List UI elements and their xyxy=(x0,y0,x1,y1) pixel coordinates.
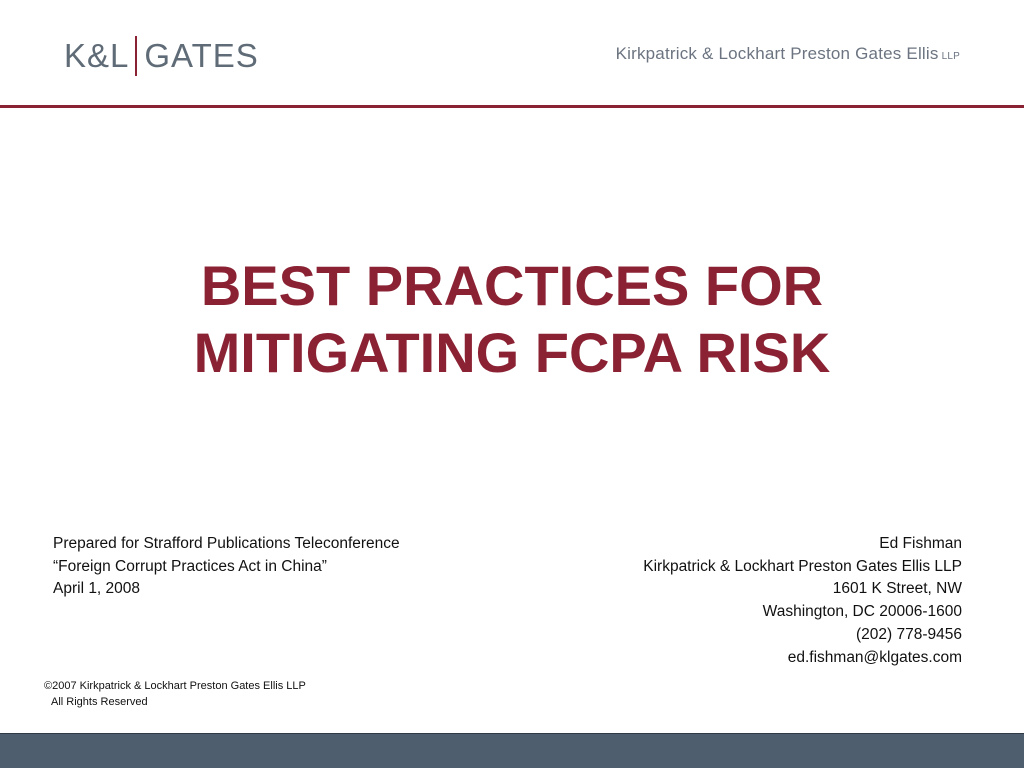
slide-title xyxy=(0,252,1024,386)
presenter-city: Washington, DC 20006-1600 xyxy=(762,603,962,621)
prepared-for-block xyxy=(53,533,400,601)
logo-left-text: K&L xyxy=(64,37,130,74)
presenter-firm: Kirkpatrick & Lockhart Preston Gates Ellis LLP xyxy=(643,557,962,575)
presenter-name: Ed Fishman xyxy=(879,535,962,552)
presenter-email: ed.fishman@klgates.com xyxy=(787,648,962,666)
header-divider xyxy=(0,105,1024,108)
firm-name-header xyxy=(616,44,960,64)
kl-gates-logo xyxy=(64,36,259,76)
presenter-contact-block xyxy=(643,533,962,669)
copyright-notice xyxy=(44,678,306,710)
firm-name-suffix: LLP xyxy=(941,51,960,62)
presenter-phone: (202) 778-9456 xyxy=(856,625,962,643)
firm-name-text: Kirkpatrick & Lockhart Preston Gates Ellis xyxy=(615,44,939,63)
rights-reserved-line: All Rights Reserved xyxy=(51,696,148,708)
prepared-for-line: Prepared for Strafford Publications Teleconference xyxy=(53,535,400,552)
title-line-2: MITIGATING FCPA RISK xyxy=(193,321,831,384)
title-line-1: BEST PRACTICES FOR xyxy=(200,254,824,317)
event-title-line: “Foreign Corrupt Practices Act in China” xyxy=(53,557,327,575)
event-date-line: April 1, 2008 xyxy=(53,580,141,598)
footer-bar xyxy=(0,733,1024,768)
logo-divider xyxy=(135,36,137,76)
logo-right-text: GATES xyxy=(144,37,259,74)
presenter-street: 1601 K Street, NW xyxy=(832,580,962,598)
copyright-line: ©2007 Kirkpatrick & Lockhart Preston Gates Ellis LLP xyxy=(44,680,306,692)
